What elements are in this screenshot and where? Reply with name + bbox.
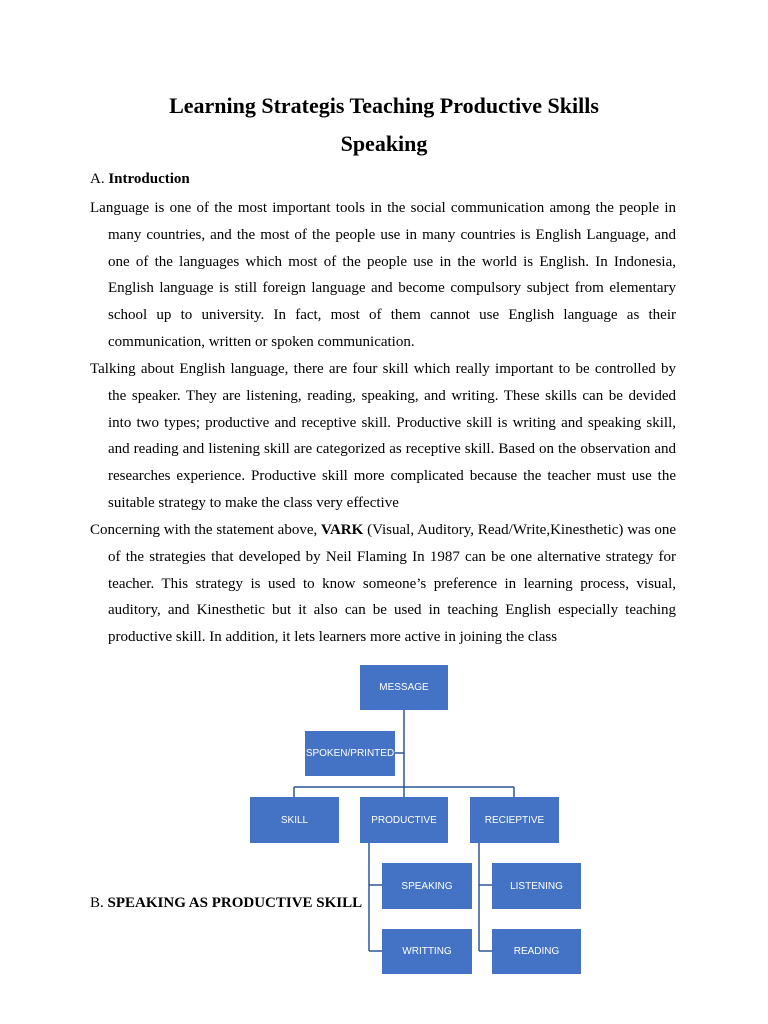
diagram-node-spoken-printed: SPOKEN/PRINTED: [305, 731, 395, 776]
diagram-node-listening: LISTENING: [492, 863, 581, 909]
diagram-node-receptive: RECIEPTIVE: [470, 797, 559, 843]
diagram-node-skill: SKILL: [250, 797, 339, 843]
paragraph-intro-1: Language is one of the most important tools in the social communication among the people in many countries, and the most of the people use in many countries is English Language, and one of the languages which most of the people use in the world is English. In Indonesia, English language is still foreign language and become compulsory subject from elementary school up to university. In fact, most of them cannot use English language as their communication, written or spoken communication.: [90, 200, 676, 350]
paragraph-intro-3: [90, 517, 676, 651]
document-subtitle: Speaking: [340, 131, 428, 156]
vark-term: VARK: [321, 522, 364, 538]
section-b-letter: B.: [90, 895, 104, 911]
diagram-node-message: MESSAGE: [360, 665, 448, 710]
diagram-node-reading: READING: [492, 929, 581, 974]
section-a-title: Introduction: [108, 171, 190, 187]
section-a-heading: [90, 171, 190, 188]
diagram-node-productive: PRODUCTIVE: [360, 797, 448, 843]
paragraph-intro-2: Talking about English language, there are four skill which really important to be controlled by the speaker. They are listening, reading, speaking, and writing. These skills can be devided into two types; productive and receptive skill. Productive skill is writing and speaking skill, and reading and listening skill are categorized as receptive skill. Based on the observation and researches experience. Productive skill more complicated because the teacher must use the suitable strategy to make the class very effective: [90, 361, 676, 511]
section-b-heading: [90, 895, 362, 912]
diagram-node-speaking: SPEAKING: [382, 863, 472, 909]
section-b-title: SPEAKING AS PRODUCTIVE SKILL: [107, 895, 363, 911]
paragraph-3-start: Concerning with the statement above,: [90, 522, 322, 538]
section-a-letter: A.: [90, 171, 105, 187]
diagram-node-writting: WRITTING: [382, 929, 472, 974]
document-title: Learning Strategis Teaching Productive Skills: [169, 93, 599, 118]
paragraph-3-rest: (Visual, Auditory, Read/Write,Kinesthetic) was one of the strategies that developed by Neil Flaming In 1987 can be one alternative strategy for teacher. This strategy is used to know someone’s preference in learning process, visual, auditory, and Kinesthetic but it also can be used in teaching English especially teaching productive skill. In addition, it lets learners more active in joining the class: [108, 522, 676, 646]
